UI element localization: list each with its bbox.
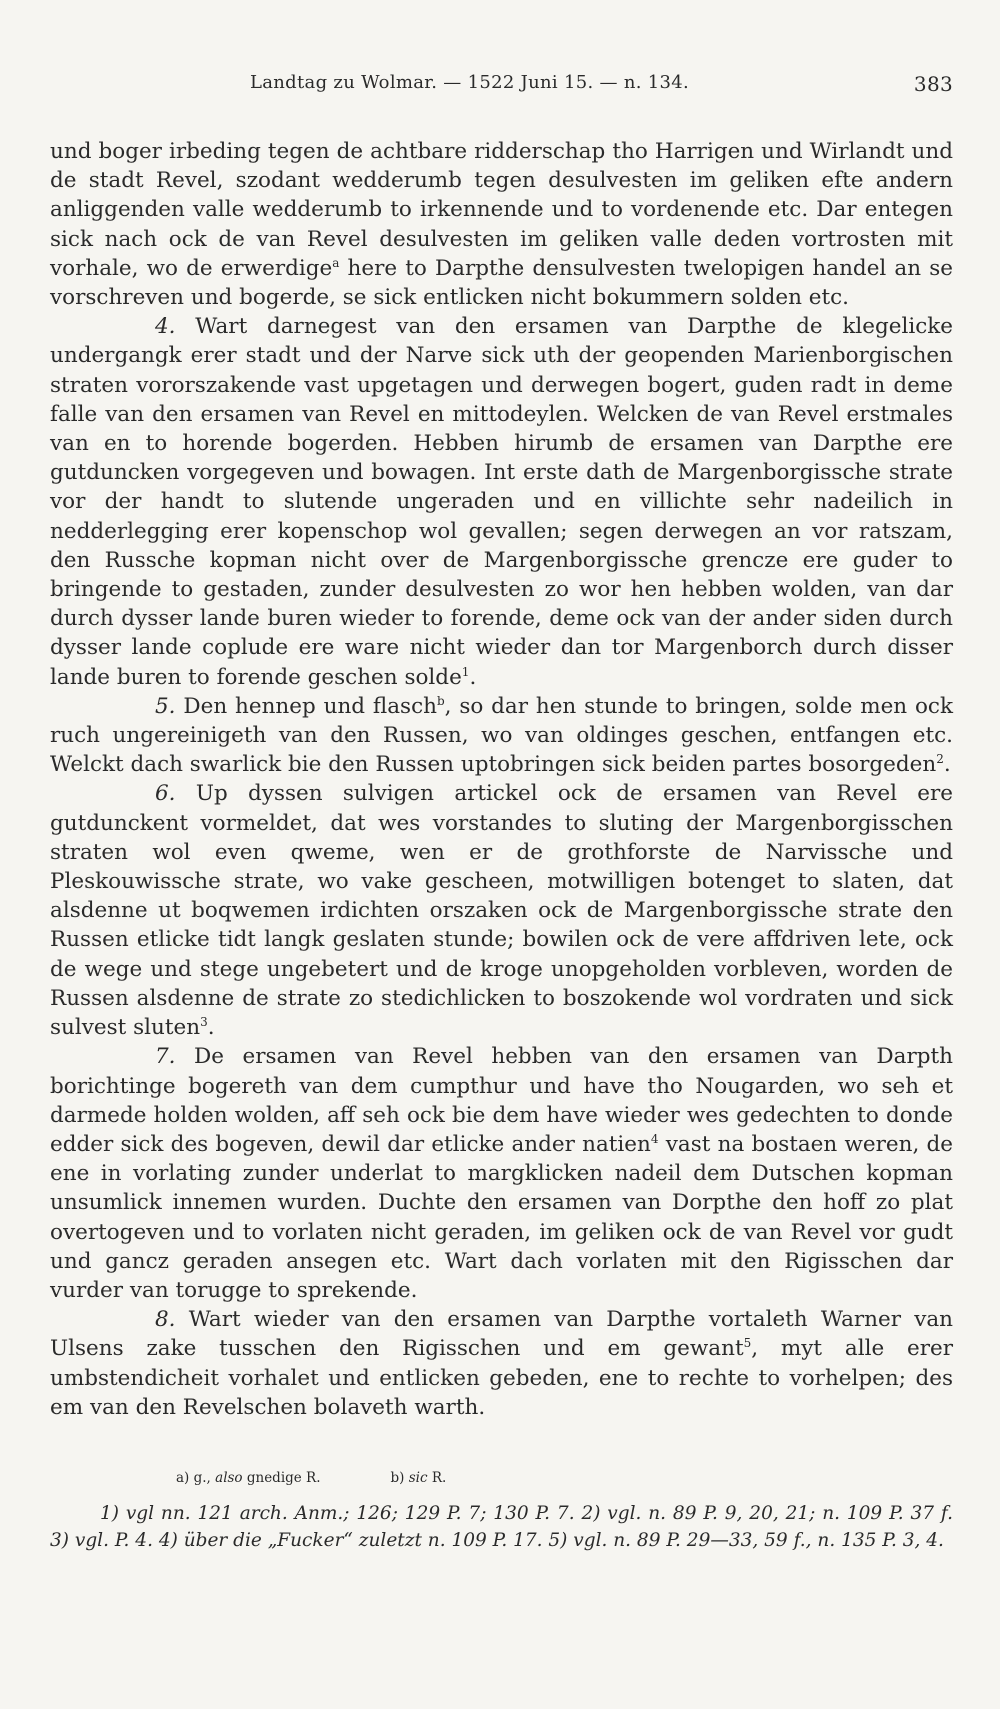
footnote-text: 1) vgl nn. 121 arch. Anm.; 126; 129 P. 7; 130 P. 7. 2) vgl. n. 89 P. 9, 20, 21; n. 109 P. 37 f. 3) vgl. P. 4. 4) über die „Fucker“ zuletzt n. 109 P. 17. 5) vgl. n. 89 P. 29—33, 59 f., n. 135 P. 3, 4. [50,1502,953,1551]
footnote-mark: b [436,693,445,708]
footnote-mark: 3 [200,1014,208,1029]
paragraph [50,1042,953,1305]
footnotes [50,1500,953,1554]
paragraph-text: , myt alle erer umbstendicheit vorhalet und entlicken gebeden, ene to rechte to vorhelpen; des em van den Revelschen bolaveth warth. [50,1336,953,1420]
note-text: gnedige R. [242,1469,321,1486]
paragraph-text: here to Darpthe densulvesten twelopigen handel an se vorschreven und bogerde, se sick entlicken nicht bokummern solden etc. [50,255,953,311]
paragraph-text: Wart darnegest van den ersamen van Darpthe de klegelicke undergangk erer stadt und der Narve sick uth der geopenden Marienborgischen straten vororszakende vast upgetagen und derwegen bogert, guden radt in deme falle van den ersamen van Revel en mittodeylen. Welcken de van Revel erstmales van en to horende bogerden. Hebben hirumb de ersamen van Darpthe ere gutduncken vorgegeven und bowagen. Int erste dath de Margenborgissche strate vor der handt to slutende ungeraden und en villichte sehr nadeilich in nedderlegging erer kopenschop wol gevallen; segen derwegen an vor ratszam, den Russche kopman nicht over de Margenborgissche grencze ere guder to bringende to gestaden, zunder desulvesten zo wor hen hebben wolden, van dar durch dysser lande buren wieder to forende, deme ock van der ander siden durch dysser lande coplude ere ware nicht wieder dan tor Margenborch durch disser lande buren to forende geschen solde [50,314,953,690]
paragraph [50,779,953,1042]
paragraph-text: . [207,1015,215,1041]
paragraph-number: 6. [155,781,176,807]
paragraph [50,692,953,780]
running-head [50,72,953,102]
paragraph-text: De ersamen van Revel hebben van den ersamen van Darpth borichtinge bogereth van dem cumpthur und have tho Nougarden, wo seh et darmede holden wolden, aff seh ock bie dem have wieder wes gedechten to donde edder sick des bogeven, dewil dar etlicke ander natien [50,1044,953,1157]
paragraph-text: und boger irbeding tegen de achtbare ridderschap tho Harrigen und Wirlandt und de stadt Revel, szodant wedderumb tegen desulvesten im geliken efte andern anliggenden valle wedderumb to irkennende und to vordenende etc. Dar entegen sick nach ock de van Revel desulvesten im geliken valle deden vortrosten mit vorhale, wo de erwerdige [50,139,953,281]
paragraph-text: , so dar hen stunde to bringen, solde men ock ruch ungereinigeth van den Russen, wo van oldinges geschen, entfangen etc. Welckt dach swarlick bie den Russen uptobringen sick beiden partes bosorgeden [50,693,954,778]
note-mark: a) [176,1469,190,1486]
note-text: g., [193,1469,216,1486]
note-text: sic [408,1469,428,1486]
footnote-mark: 1 [461,664,470,679]
paragraph-number: 5. [155,693,176,719]
paragraph-number: 8. [155,1307,176,1333]
running-title: Landtag zu Wolmar. — 1522 Juni 15. — n. 134. [250,72,690,93]
page-number: 383 [913,72,953,96]
paragraph-text: Den hennep und flasch [175,693,437,719]
footnote-mark: 4 [650,1131,659,1146]
main-text [50,137,953,1422]
note-text: also [215,1469,243,1486]
document-page [50,72,953,1554]
paragraph-text: vast na bostaen weren, de ene in vorlating zunder underlat to margklicken nadeil dem Dutschen kopman unsumlick innemen wurden. Duchte den ersamen van Dorpthe den hoff zo plat overtogeven und to vorlaten nicht geraden, im geliken ock de van Revel vor gudt und gancz geraden ansegen etc. Wart dach vorlaten mit den Rigisschen dar vurder van torugge to sprekende. [50,1131,953,1303]
paragraph-number: 4. [155,314,176,340]
paragraph [50,1305,953,1422]
footnote-mark: a [332,255,340,270]
paragraph-number: 7. [155,1044,176,1070]
paragraph-text: . [469,664,477,690]
footnote-mark: 5 [743,1336,752,1351]
paragraph-text: . [943,752,951,778]
textual-notes [50,1470,953,1486]
note-text: R. [427,1469,447,1486]
footnote-mark: 2 [936,752,944,767]
paragraph [50,312,953,692]
paragraph-text: Up dyssen sulvigen artickel ock de ersamen van Revel ere gutdunckent vormeldet, dat wes vorstandes to sluting der Margenborgisschen straten wol even qweme, wen er de grothforste de Narvissche und Pleskouwissche strate, wo vake gescheen, motwilligen botenget to slaten, dat alsdenne ut boqwemen irdichten orszaken ock de Margenborgissche strate den Russen etlicke tidt langk geslaten stunde; bowilen ock de vere affdriven lete, ock de wege und stege ungebetert und de kroge unopgeholden vorbleven, worden de Russen alsdenne de strate zo stedichlicken to boszokende wol vordraten und sick sulvest sluten [50,781,953,1041]
note-mark: b) [390,1469,405,1486]
paragraph-text: Wart wieder van den ersamen van Darpthe vortaleth Warner van Ulsens zake tusschen den Rigisschen und em gewant [50,1307,953,1362]
paragraph [50,137,953,312]
